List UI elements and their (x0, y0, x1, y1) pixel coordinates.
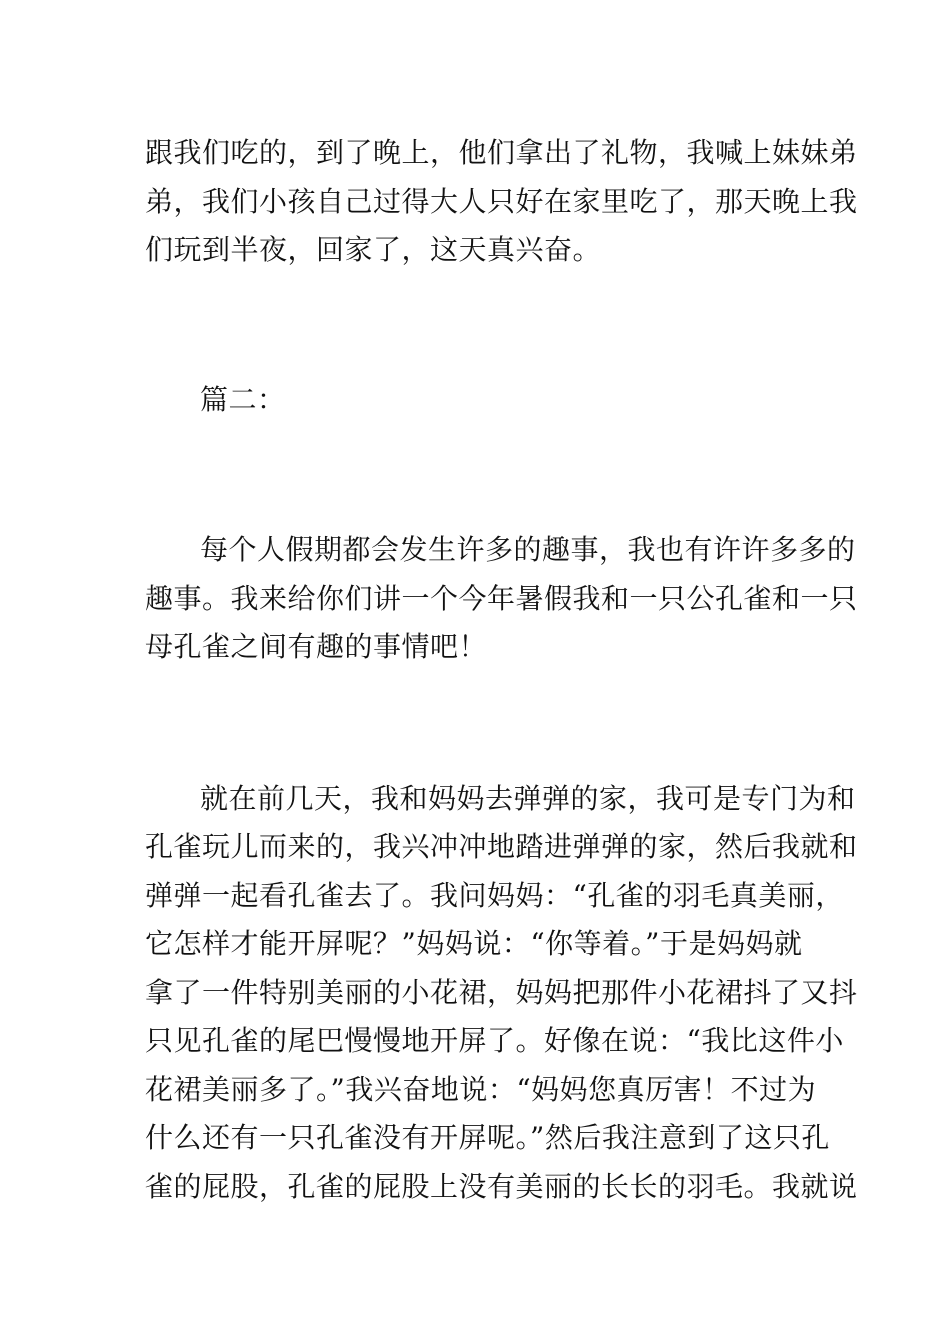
paragraph-line: 母孔雀之间有趣的事情吧！ (145, 630, 488, 663)
paragraph-line: 花裙美丽多了。”我兴奋地说：“妈妈您真厉害！不过为 (145, 1073, 817, 1106)
paragraph-line: 趣事。我来给你们讲一个今年暑假我和一只公孔雀和一只 (145, 582, 858, 615)
paragraph-line: 雀的屁股，孔雀的屁股上没有美丽的长长的羽毛。我就说 (145, 1170, 858, 1203)
paragraph-line: 就在前几天，我和妈妈去弹弹的家，我可是专门为和 (200, 782, 856, 815)
paragraph-line: 们玩到半夜，回家了，这天真兴奋。 (145, 233, 602, 266)
paragraph-line: 跟我们吃的，到了晚上，他们拿出了礼物，我喊上妹妹弟 (145, 136, 858, 169)
paragraph-line: 弟，我们小孩自己过得大人只好在家里吃了，那天晚上我 (145, 185, 858, 218)
section-heading: 篇二： (200, 383, 286, 416)
paragraph-line: 它怎样才能开屏呢？”妈妈说：“你等着。”于是妈妈就 (145, 927, 803, 960)
paragraph-line: 孔雀玩儿而来的，我兴冲冲地踏进弹弹的家，然后我就和 (145, 830, 858, 863)
paragraph-line: 拿了一件特别美丽的小花裙，妈妈把那件小花裙抖了又抖 (145, 976, 858, 1009)
paragraph-line: 什么还有一只孔雀没有开屏呢。”然后我注意到了这只孔 (145, 1121, 830, 1154)
paragraph-line: 每个人假期都会发生许多的趣事，我也有许许多多的 (200, 533, 856, 566)
paragraph-line: 弹弹一起看孔雀去了。我问妈妈：“孔雀的羽毛真美丽， (145, 879, 844, 912)
paragraph-line: 只见孔雀的尾巴慢慢地开屏了。好像在说：“我比这件小 (145, 1024, 844, 1057)
